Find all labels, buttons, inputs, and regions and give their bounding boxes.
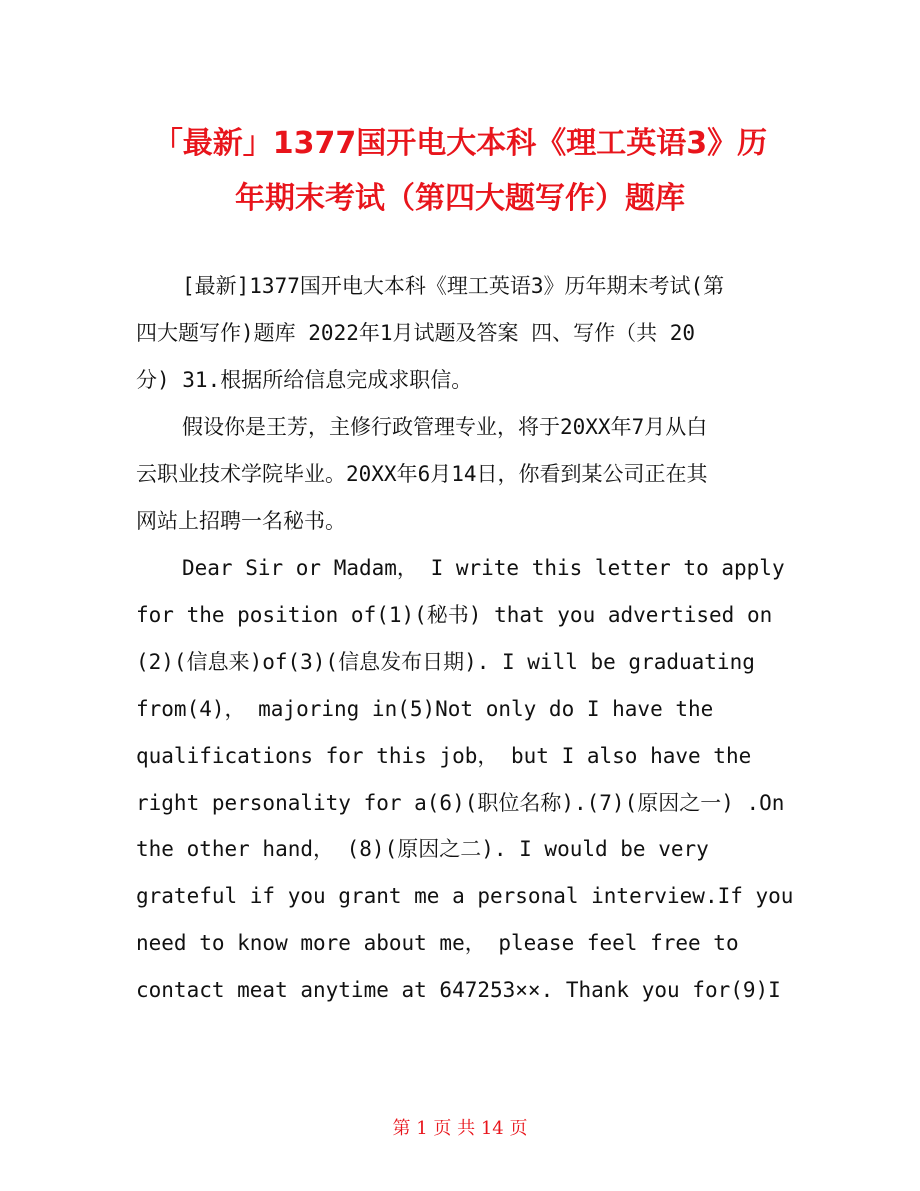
paragraph-2-line-1: 假设你是王芳，主修行政管理专业，将于20XX年7月从白: [182, 415, 708, 439]
paragraph-3-line-3: (2)(信息来)of(3)(信息发布日期). I will be graduating: [136, 650, 755, 674]
paragraph-3-line-1: Dear Sir or Madam， I write this letter to apply: [182, 556, 785, 580]
paragraph-3-line-6: right personality for a(6)(职位名称).(7)(原因之一) .On: [136, 791, 785, 815]
paragraph-3-line-5: qualifications for this job， but I also have the: [136, 744, 752, 768]
document-title-line-1: 「最新」1377国开电大本科《理工英语3》历: [152, 126, 768, 161]
paragraph-1-line-1: [最新]1377国开电大本科《理工英语3》历年期末考试(第: [182, 274, 725, 298]
paragraph-3-line-4: from(4)， majoring in(5)Not only do I have the: [136, 697, 714, 721]
paragraph-3-line-10: contact meat anytime at 647253××. Thank you for(9)I: [136, 978, 781, 1002]
page-footer: 第 1 页 共 14 页: [392, 1118, 528, 1139]
document-title-line-2: 年期末考试（第四大题写作）题库: [235, 181, 685, 216]
paragraph-3-line-2: for the position of(1)(秘书) that you advertised on: [136, 603, 773, 627]
paragraph-3-line-9: need to know more about me， please feel free to: [136, 931, 739, 955]
paragraph-1-line-2: 四大题写作)题库 2022年1月试题及答案 四、写作（共 20: [136, 321, 696, 345]
paragraph-1-line-3: 分) 31.根据所给信息完成求职信。: [136, 368, 473, 392]
paragraph-2-line-2: 云职业技术学院毕业。20XX年6月14日，你看到某公司正在其: [136, 462, 708, 486]
paragraph-3-line-7: the other hand， (8)(原因之二). I would be very: [136, 837, 709, 861]
paragraph-2-line-3: 网站上招聘一名秘书。: [136, 509, 346, 533]
paragraph-3-line-8: grateful if you grant me a personal interview.If you: [136, 884, 794, 908]
